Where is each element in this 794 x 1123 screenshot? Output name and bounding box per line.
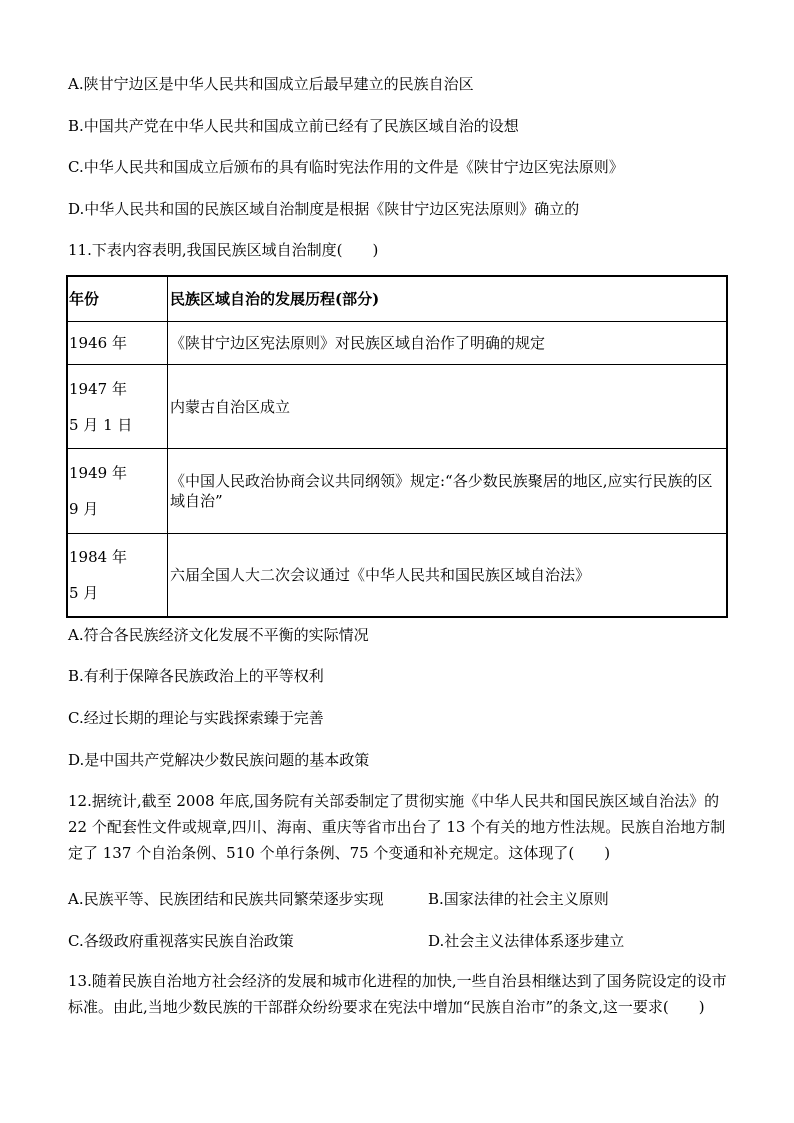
q11-option-a: A.符合各民族经济文化发展不平衡的实际情况 — [68, 626, 369, 644]
year-text: 1946 年 — [69, 334, 127, 352]
q13-stem: 13.随着民族自治地方社会经济的发展和城市化进程的加快,一些自治县相继达到了国务院设定的设市标准。由此,当地少数民族的干部群众纷纷要求在宪法中增加“民族自治市”的条文,这一要求( ) — [68, 972, 727, 1016]
q11-option-d: D.是中国共产党解决少数民族问题的基本政策 — [68, 751, 370, 769]
date-text: 9 月 — [69, 500, 99, 518]
table-header-row — [67, 276, 727, 322]
year-text: 1984 年 — [69, 548, 127, 566]
year-cell — [67, 534, 168, 618]
date-text: 5 月 — [69, 584, 99, 602]
desc-cell: 《中国人民政治协商会议共同纲领》规定:“各少数民族聚居的地区,应实行民族的区域自治” — [168, 449, 728, 534]
q10-option-d: D.中华人民共和国的民族区域自治制度是根据《陕甘宁边区宪法原则》确立的 — [68, 200, 580, 218]
year-text: 1947 年 — [69, 379, 127, 398]
q12-stem: 12.据统计,截至 2008 年底,国务院有关部委制定了贯彻实施《中华人民共和国民族区域自治法》的 22 个配套性文件或规章,四川、海南、重庆等省市出台了 13 个有关的地方性法规。民族自治地方制定了 137 个自治条例、510 个单行条例、75 个变通和补充规定。这体现了( ) — [68, 792, 726, 862]
header-history: 民族区域自治的发展历程(部分) — [168, 276, 728, 322]
table-row — [67, 322, 727, 365]
year-cell — [67, 365, 168, 449]
q11-option-c: C.经过长期的理论与实践探索臻于完善 — [68, 709, 324, 727]
table-row — [67, 365, 727, 449]
year-cell — [67, 449, 168, 534]
table-row — [67, 449, 727, 534]
q10-option-b: B.中国共产党在中华人民共和国成立前已经有了民族区域自治的设想 — [68, 117, 519, 135]
history-table — [66, 275, 728, 618]
desc-cell: 《陕甘宁边区宪法原则》对民族区域自治作了明确的规定 — [168, 322, 728, 365]
year-text: 1949 年 — [69, 464, 127, 482]
q12-option-c: C.各级政府重视落实民族自治政策 — [68, 932, 294, 950]
q12-option-d: D.社会主义法律体系逐步建立 — [428, 932, 625, 950]
desc-cell: 六届全国人大二次会议通过《中华人民共和国民族区域自治法》 — [168, 534, 728, 618]
q10-option-c: C.中华人民共和国成立后颁布的具有临时宪法作用的文件是《陕甘宁边区宪法原则》 — [68, 158, 624, 176]
q10-option-a: A.陕甘宁边区是中华人民共和国成立后最早建立的民族自治区 — [68, 75, 474, 93]
year-cell — [67, 322, 168, 365]
q11-stem: 11.下表内容表明,我国民族区域自治制度( ) — [68, 241, 379, 259]
date-text: 5 月 1 日 — [69, 415, 133, 434]
q12-option-a: A.民族平等、民族团结和民族共同繁荣逐步实现 — [68, 890, 384, 908]
q11-option-b: B.有利于保障各民族政治上的平等权利 — [68, 667, 324, 685]
header-year: 年份 — [67, 276, 168, 322]
desc-cell: 内蒙古自治区成立 — [168, 365, 728, 449]
table-row — [67, 534, 727, 618]
q12-option-b: B.国家法律的社会主义原则 — [428, 890, 609, 908]
